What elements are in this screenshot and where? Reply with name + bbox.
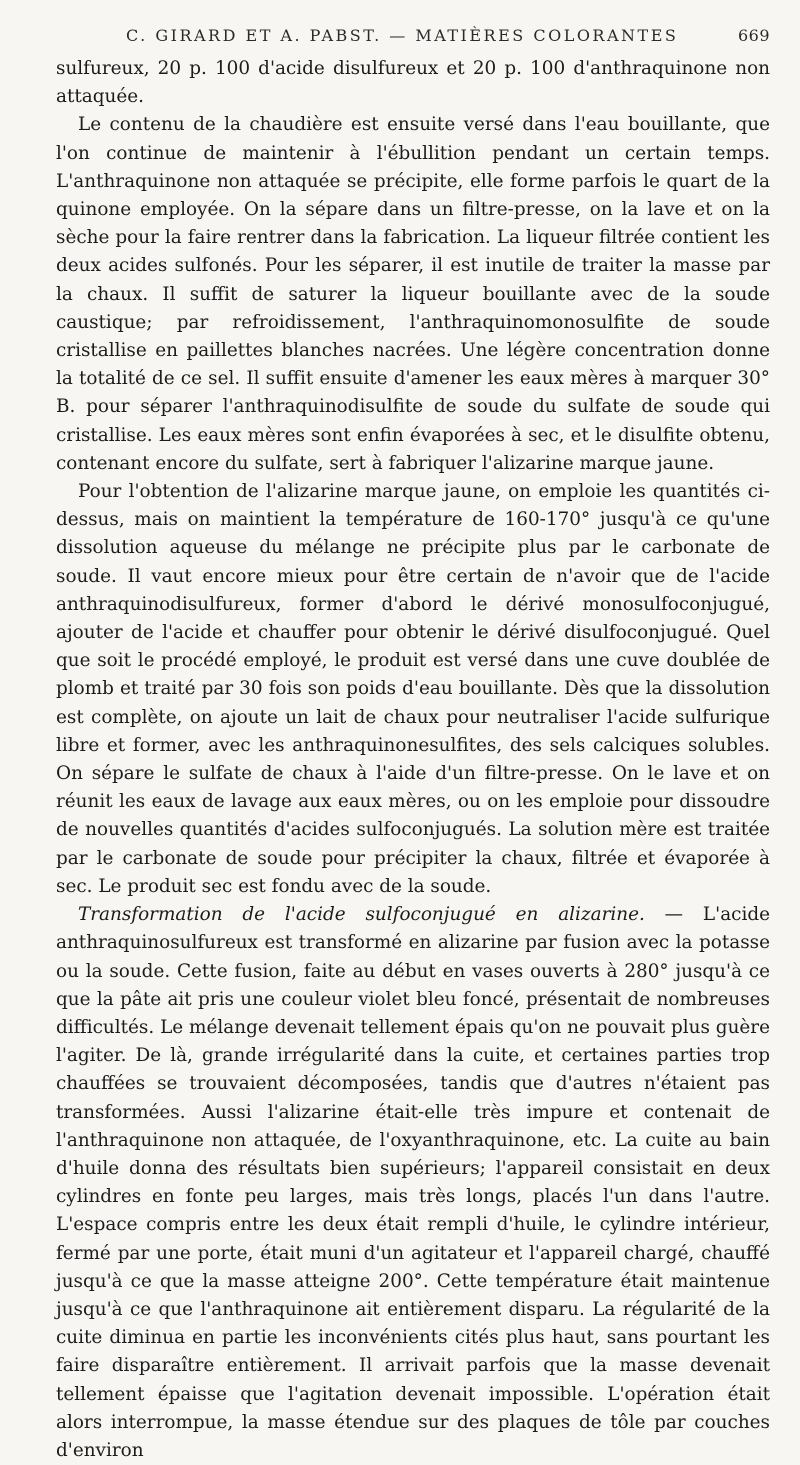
running-head [126, 26, 770, 45]
paragraph-3: Pour l'obtention de l'alizarine marque jaune, on emploie les quantités ci-dessus, mais on maintient la température de 160-170° jusqu'à ce qu'une dissolution aqueuse du mélange ne précipite plus par le carbonate de soude. Il vaut encore mieux pour être certain de n'avoir que de l'acide anthraquinodisulfureux, former d'abord le dérivé monosulfoconjugué, ajouter de l'acide et chauffer pour obtenir le dérivé disulfoconjugué. Quel que soit le procédé employé, le produit est versé dans une cuve doublée de plomb et traité par 30 fois son poids d'eau bouillante. Dès que la dissolution est complète, on ajoute un lait de chaux pour neutraliser l'acide sulfurique libre et former, avec les anthraquinonesulfites, des sels calciques solubles. On sépare le sulfate de chaux à l'aide d'un filtre-presse. On le lave et on réunit les eaux de lavage aux eaux mères, ou on les emploie pour dissoudre de nouvelles quantités d'acides sulfoconjugués. La solution mère est traitée par le carbonate de soude pour précipiter la chaux, filtrée et évaporée à sec. Le produit sec est fondu avec de la soude. [56, 481, 770, 897]
paragraph-2: Le contenu de la chaudière est ensuite versé dans l'eau bouillante, que l'on continue de maintenir à l'ébullition pendant un certain temps. L'anthraquinone non attaquée se précipite, elle forme parfois le quart de la quinone employée. On la sépare dans un filtre-presse, on la lave et on la sèche pour la faire rentrer dans la fabrication. La liqueur filtrée contient les deux acides sulfonés. Pour les séparer, il est inutile de traiter la masse par la chaux. Il suffit de saturer la liqueur bouillante avec de la soude caustique; par refroidissement, l'anthraquinomonosulfite de soude cristallise en paillettes blanches nacrées. Une légère concentration donne la totalité de ce sel. Il suffit ensuite d'amener les eaux mères à marquer 30° B. pour séparer l'anthraquinodisulfite de soude du sulfate de soude qui cristallise. Les eaux mères sont enfin évaporées à sec, et le disulfite obtenu, contenant encore du sulfate, sert à fabriquer l'alizarine marque jaune. [56, 114, 770, 474]
paragraph-4 [56, 901, 770, 1465]
paragraph-1: sulfureux, 20 p. 100 d'acide disulfureux et 20 p. 100 d'anthraquinone non attaquée. [56, 58, 770, 108]
body-text [56, 55, 770, 1465]
paragraph-4-text: — L'acide anthraquinosulfureux est transformé en alizarine par fusion avec la potasse ou la soude. Cette fusion, faite au début en vases ouverts à 280° jusqu'à ce que la pâte ait pris une couleur violet bleu foncé, présentait de nombreuses difficultés. Le mélange devenait tellement épais qu'on ne pouvait plus guère l'agiter. De là, grande irrégularité dans la cuite, et certaines parties trop chauffées se trouvaient décomposées, tandis que d'autres n'étaient pas transformées. Aussi l'alizarine était-elle très impure et contenait de l'anthraquinone non attaquée, de l'oxyanthraquinone, etc. La cuite au bain d'huile donna des résultats bien supérieurs; l'appareil consistait en deux cylindres en fonte peu larges, mais très longs, placés l'un dans l'autre. L'espace compris entre les deux était rempli d'huile, le cylindre intérieur, fermé par une porte, était muni d'un agitateur et l'appareil chargé, chauffé jusqu'à ce que la masse atteigne 200°. Cette température était maintenue jusqu'à ce que l'anthraquinone ait entièrement disparu. La régularité de la cuite diminua en partie les inconvénients cités plus haut, sans pourtant les faire disparaître entièrement. Il arrivait parfois que la masse devenait tellement épaisse que l'agitation devenait impossible. L'opération était alors interrompue, la masse étendue sur des plaques de tôle par couches d'environ [56, 904, 770, 1461]
page-number: 669 [737, 26, 770, 45]
running-title: C. GIRARD ET A. PABST. — MATIÈRES COLORANTES [126, 26, 679, 45]
section-heading-italic: Transformation de l'acide sulfoconjugué en alizarine. [78, 904, 645, 926]
